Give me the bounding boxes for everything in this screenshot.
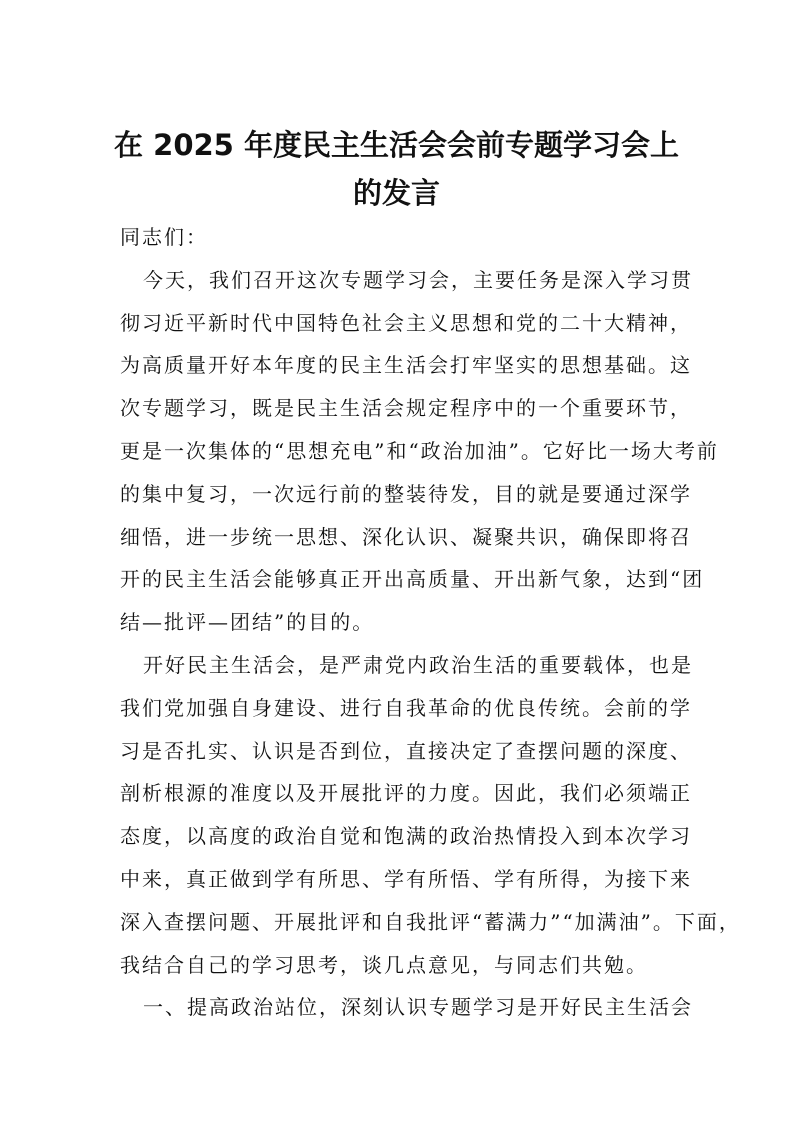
section-heading-1 (120, 986, 693, 1029)
paragraph-line: 一、提高政治站位，深刻认识专题学习是开好民主生活会 (143, 995, 693, 1020)
paragraph-line: 的集中复习，一次远行前的整装待发，目的就是要通过深学 (120, 481, 692, 506)
paragraph-2 (120, 644, 741, 986)
paragraph-line: 细悟，进一步统一思想、深化认识、凝聚共识，确保即将召 (120, 524, 692, 549)
paragraph-line: 开的民主生活会能够真正开出高质量、开出新气象，达到“团 (120, 567, 705, 592)
document-body (120, 216, 741, 1029)
paragraph-line: 更是一次集体的“思想充电”和“政治加油”。它好比一场大考前 (120, 438, 719, 463)
paragraph-line: 剖析根源的准度以及开展批评的力度。因此，我们必须端正 (120, 781, 692, 806)
paragraph-line: 习是否扎实、认识是否到位，直接决定了查摆问题的深度、 (120, 738, 692, 763)
document-title-line-2: 的发言 (352, 176, 440, 210)
document-title-line-1: 在 2025 年度民主生活会会前专题学习会上 (114, 128, 679, 162)
paragraph-line: 结—批评—团结”的目的。 (120, 610, 375, 635)
paragraph-line: 彻习近平新时代中国特色社会主义思想和党的二十大精神， (120, 310, 692, 335)
paragraph-line: 我们党加强自身建设、进行自我革命的优良传统。会前的学 (120, 695, 692, 720)
paragraph-1 (120, 259, 719, 644)
paragraph-line: 开好民主生活会，是严肃党内政治生活的重要载体，也是 (143, 652, 693, 677)
paragraph-line: 次专题学习，既是民主生活会规定程序中的一个重要环节， (120, 396, 692, 421)
paragraph-line: 今天，我们召开这次专题学习会，主要任务是深入学习贯 (143, 267, 693, 292)
paragraph-line: 中来，真正做到学有所思、学有所悟、学有所得，为接下来 (120, 866, 692, 891)
paragraph-line: 深入查摆问题、开展批评和自我批评“蓄满力”“加满油”。下面， (120, 909, 741, 934)
paragraph-line: 态度，以高度的政治自觉和饱满的政治热情投入到本次学习 (120, 824, 692, 849)
paragraph-line: 为高质量开好本年度的民主生活会打牢坚实的思想基础。这 (120, 353, 692, 378)
salutation: 同志们： (120, 225, 208, 249)
paragraph-line: 我结合自己的学习思考，谈几点意见，与同志们共勉。 (120, 952, 648, 977)
